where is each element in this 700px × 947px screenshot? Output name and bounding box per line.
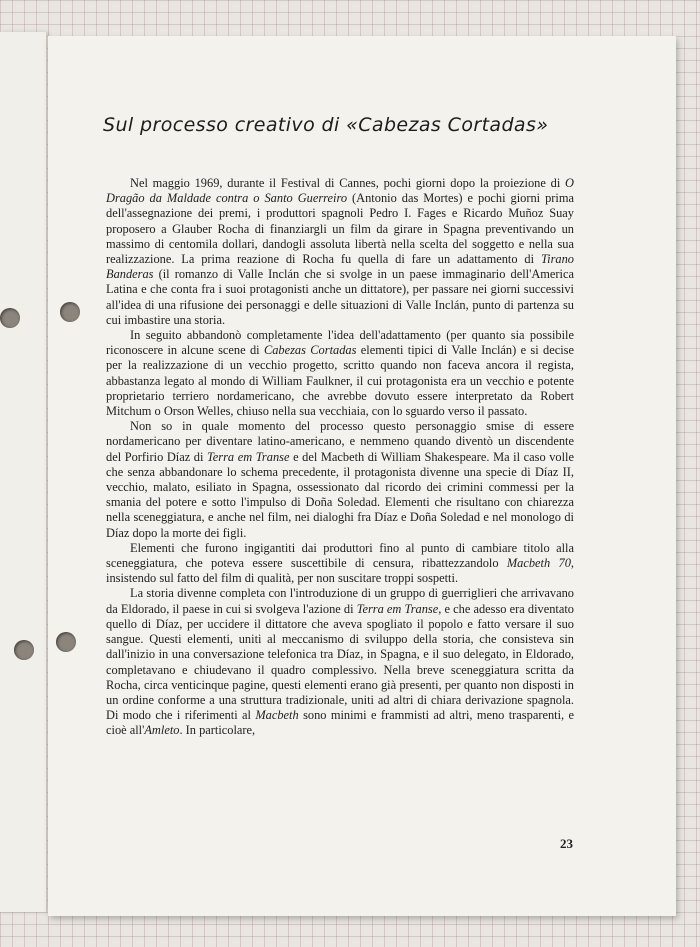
binder-hole-left-bottom — [14, 640, 34, 660]
article-body — [106, 176, 574, 739]
paragraph-text: La storia divenne completa con l'introduzione di un gruppo di guerriglieri che arrivavano da Eldorado, il paese in cui si svolgeva l'azione di — [106, 586, 574, 616]
binder-hole-top — [60, 302, 80, 322]
body-paragraph — [106, 419, 574, 541]
binder-hole-bottom — [56, 632, 76, 652]
paragraph-text: , insistendo sul fatto del film di qualità, per non suscitare troppi sospetti. — [106, 556, 574, 586]
previous-page-edge — [0, 32, 47, 912]
italic-title-text: Amleto — [144, 723, 180, 738]
body-paragraph — [106, 328, 574, 419]
paragraph-text: Elementi che furono ingigantiti dai produttori fino al punto di cambiare titolo alla sceneggiatura, che poteva essere suscettibile di censura, ribattezzandolo — [106, 540, 574, 571]
italic-title-text: Terra em Transe — [356, 601, 439, 616]
italic-title-text: Cabezas Cortadas — [263, 343, 357, 358]
article-title: Sul processo creativo di «Cabezas Cortadas» — [103, 114, 549, 136]
italic-title-text: Terra em Transe — [207, 449, 290, 464]
paragraph-text: elementi tipici di Valle Inclán) e si decise per la realizzazione di un vecchio progetto, scritto quando non faceva ancora il regista, abbastanza legato al mondo di William Faulkner, il cui protagonista era un vecchio e potente proprietario terriero nordamericano, che avrebbe dovuto essere interpretato da Robert Mitchum o Orson Welles, chiuso nella sua vecchiaia, con lo sguardo verso il passato. — [106, 343, 574, 419]
paragraph-text: Nel maggio 1969, durante il Festival di Cannes, pochi giorni dopo la proiezione di — [130, 176, 566, 190]
paragraph-text: (il romanzo di Valle Inclán che si svolge in un paese immaginario dell'America Latina e che conta fra i suoi protagonisti anche un dittatore), per passare nei giorni successivi all'idea di una rifusione dei personaggi e delle situazioni di Valle Inclán, punto di partenza su cui imbastire una storia. — [106, 267, 574, 327]
paragraph-text: , e che adesso era diventato quello di Díaz, per uccidere il dittatore che aveva spogliato il popolo e fatto versare il suo sangue. Questi elementi, uniti al meccanismo di sviluppo della storia, che consisteva sin dall'inizio in una conversazione telefonica tra Díaz, in Spagna, e il suo delegato, in Eldorado, completavano e chiudevano il quadro complessivo. Nella breve sceneggiatura scritta da Rocha, circa venticinque pagine, questi elementi erano già presenti, per quanto non disposti in un ordine conforme a una struttura tradizionale, uniti ad altri di chiara derivazione spagnola. Di modo che i riferimenti al — [106, 601, 575, 723]
page-number: 23 — [560, 836, 573, 851]
paragraph-text: e del Macbeth di William Shakespeare. Ma il caso volle che senza abbandonare lo schema precedente, il protagonista divenne una specie di Díaz II, vecchio, malato, esiliato in Spagna, ossessionato dal ricordo dei crimini commessi per la smania del potere e sotto l'impulso di Doña Soledad. Elementi che risultano con chiarezza nella sceneggiatura, e anche nel film, nei dialoghi fra Díaz e Doña Soledad e nel monologo di Díaz dopo la morte dei figli. — [106, 449, 574, 540]
binder-hole-left-top — [0, 308, 20, 328]
body-paragraph — [106, 541, 574, 587]
italic-title-text: Macbeth — [255, 708, 299, 723]
italic-title-text: O Dragão da Maldade contra o Santo Guerreiro — [106, 176, 574, 206]
paragraph-text: Non so in quale momento del processo questo personaggio smise di essere nordamericano per diventare latino-americano, e nemmeno quando diventò un discendente del Porfirio Díaz di — [106, 419, 574, 464]
paragraph-text: sono minimi e frammisti ad altri, meno trasparenti, e cioè all' — [106, 708, 574, 738]
italic-title-text: Macbeth 70 — [506, 556, 571, 571]
paragraph-text: (Antonio das Mortes) e pochi giorni prima dell'assegnazione dei premi, i produttori spagnoli Pedro I. Fages e Ricardo Muñoz Suay proposero a Glauber Rocha di finanziargli un film da girare in Spagna preventivando un massimo di centomila dollari, dandogli assoluta libertà nella scelta del soggetto e nella sua realizzazione. La prima reazione di Rocha fu quella di fare un adattamento di — [106, 191, 575, 267]
paragraph-text: . In particolare, — [179, 723, 256, 738]
book-page — [48, 36, 676, 916]
body-paragraph — [106, 586, 574, 738]
paragraph-text: In seguito abbandonò completamente l'idea dell'adattamento (per quanto sia possibile riconoscere in alcune scene di — [106, 328, 574, 358]
italic-title-text: Tirano Banderas — [106, 252, 574, 282]
body-paragraph — [106, 176, 574, 328]
